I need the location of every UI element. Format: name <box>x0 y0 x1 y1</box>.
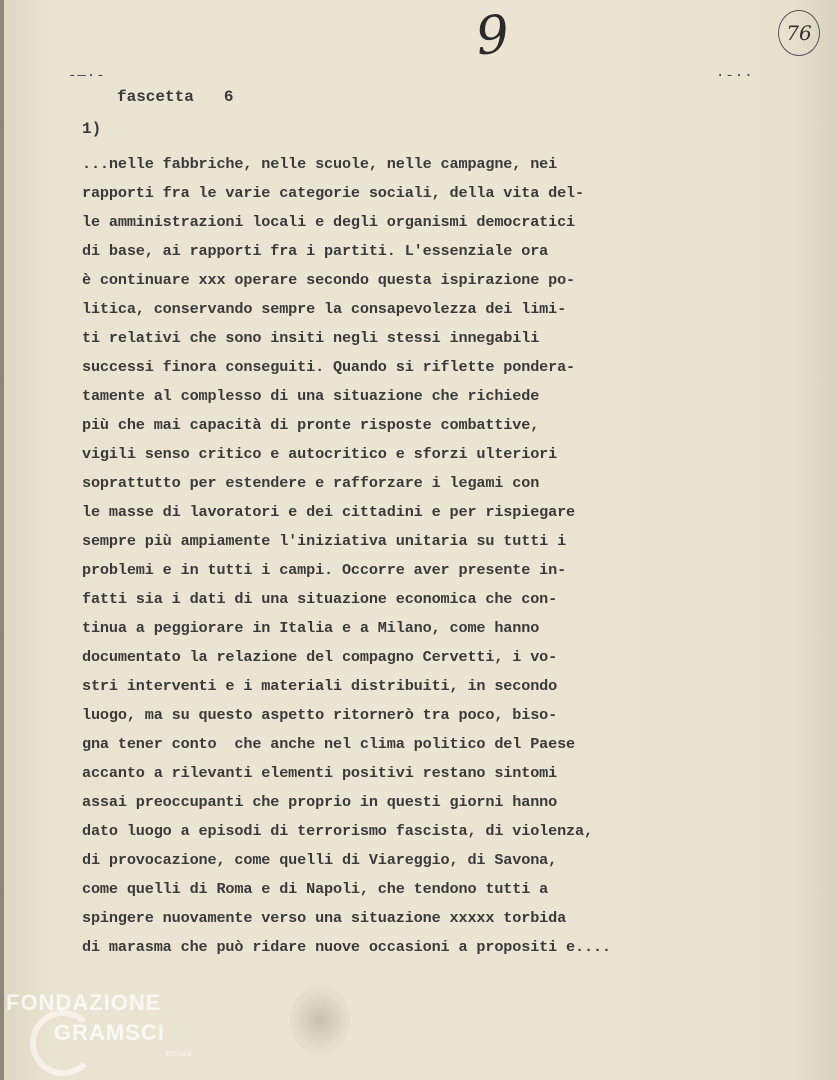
heading <box>117 88 263 106</box>
text-line: di provocazione, come quelli di Viareggio, di Savona, <box>82 851 558 869</box>
watermark <box>6 990 193 1058</box>
text-line: spingere nuovamente verso una situazione xxxxx torbida <box>82 909 567 927</box>
text-line: successi finora conseguiti. Quando si riflette pondera- <box>82 358 576 376</box>
text-line: accanto a rilevanti elementi positivi restano sintomi <box>82 764 558 782</box>
heading-number: 6 <box>223 88 234 106</box>
text-line: ti relativi che sono insiti negli stessi innegabili <box>82 329 540 347</box>
text-line: è continuare xxx operare secondo questa ispirazione po- <box>82 271 576 289</box>
paper-stain <box>290 985 350 1055</box>
text-line: fatti sia i dati di una situazione economica che con- <box>82 590 558 608</box>
watermark-line1: FONDAZIONE <box>6 990 162 1015</box>
text-line: luogo, ma su questo aspetto ritornerò tra poco, biso- <box>82 706 558 724</box>
typed-text-body <box>82 150 682 962</box>
text-line: come quelli di Roma e di Napoli, che tendono tutti a <box>82 880 549 898</box>
heading-label: fascetta <box>117 88 194 106</box>
watermark-line2: GRAMSCI <box>54 1020 165 1045</box>
text-line: sempre più ampiamente l'iniziativa unitaria su tutti i <box>82 532 567 550</box>
text-line: le amministrazioni locali e degli organismi democratici <box>82 213 576 231</box>
text-line: tinua a peggiorare in Italia e a Milano, come hanno <box>82 619 540 637</box>
text-line: rapporti fra le varie categorie sociali, della vita del- <box>82 184 584 202</box>
text-line: di base, ai rapporti fra i partiti. L'essenziale ora <box>82 242 549 260</box>
section-number: 1) <box>82 120 102 138</box>
text-line: ...nelle fabbriche, nelle scuole, nelle campagne, nei <box>82 155 558 173</box>
circled-archive-number: 76 <box>778 10 820 56</box>
text-line: gna tener conto che anche nel clima politico del Paese <box>82 735 576 753</box>
text-line: di marasma che può ridare nuove occasioni a propositi e.... <box>82 938 611 956</box>
punch-mark-right: ·-·· <box>716 68 754 84</box>
text-line: assai preoccupanti che proprio in questi giorni hanno <box>82 793 558 811</box>
handwritten-page-number: 9 <box>472 4 513 68</box>
text-line: litica, conservando sempre la consapevolezza dei limi- <box>82 300 567 318</box>
text-line: dato luogo a episodi di terrorismo fascista, di violenza, <box>82 822 593 840</box>
page-edge <box>0 0 4 1080</box>
text-line: problemi e in tutti i campi. Occorre aver presente in- <box>82 561 567 579</box>
text-line: le masse di lavoratori e dei cittadini e per rispiegare <box>82 503 576 521</box>
text-line: tamente al complesso di una situazione che richiede <box>82 387 540 405</box>
text-line: stri interventi e i materiali distribuiti, in secondo <box>82 677 558 695</box>
watermark-line3: onlus <box>166 1048 193 1058</box>
punch-mark-left: -—·- <box>68 68 106 84</box>
text-line: più che mai capacità di pronte risposte combattive, <box>82 416 540 434</box>
text-line: documentato la relazione del compagno Cervetti, i vo- <box>82 648 558 666</box>
text-line: soprattutto per estendere e rafforzare i legami con <box>82 474 540 492</box>
text-line: vigili senso critico e autocritico e sforzi ulteriori <box>82 445 558 463</box>
